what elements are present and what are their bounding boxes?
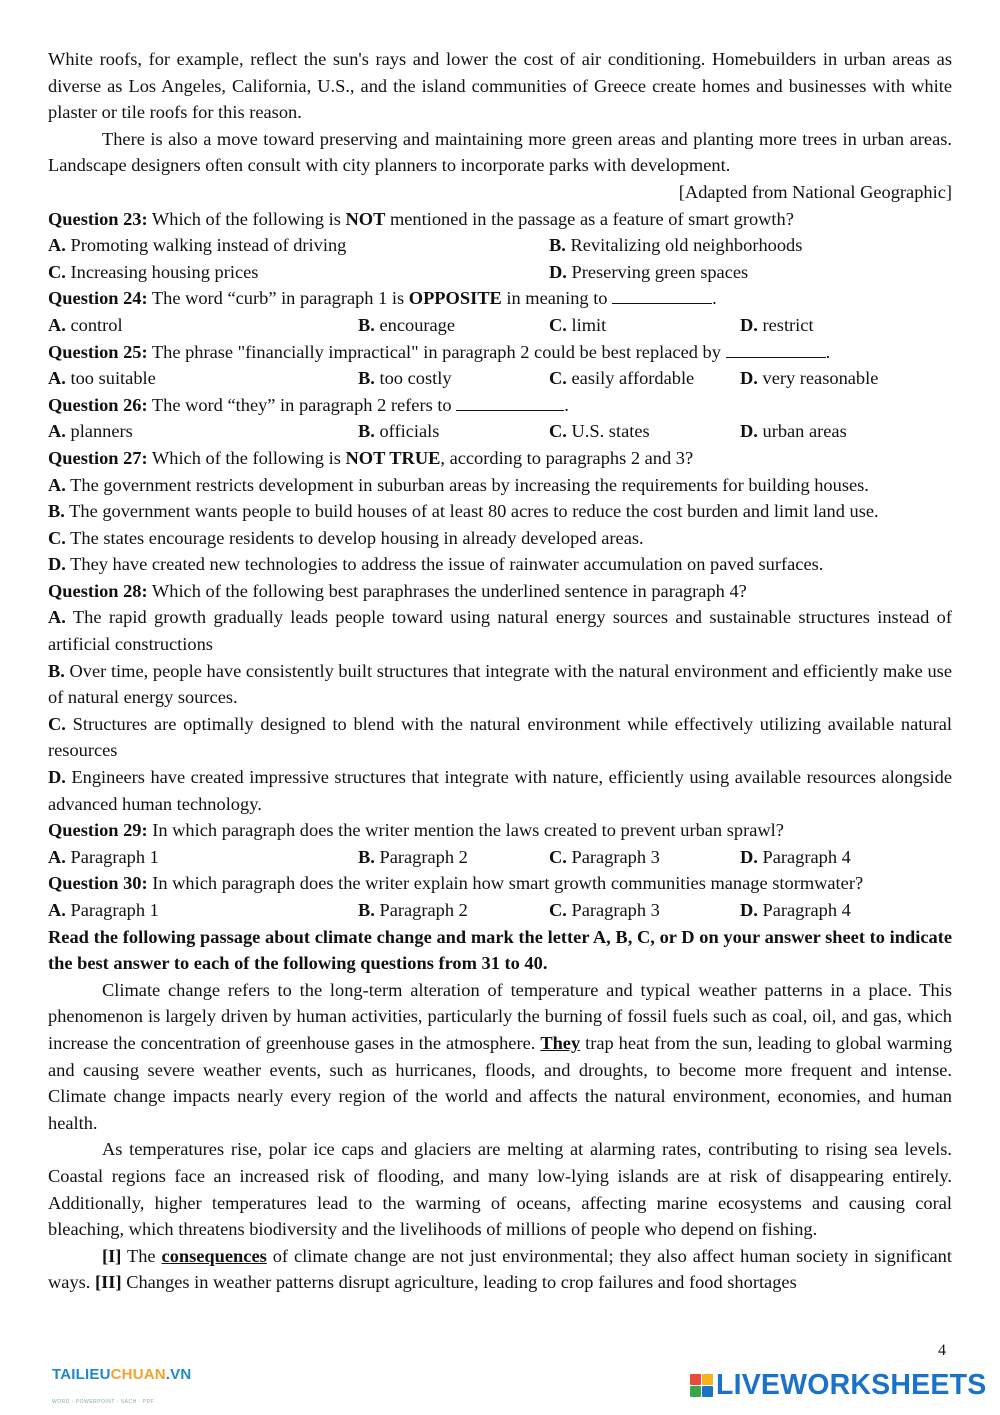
answer-option[interactable]: D. very reasonable [740, 368, 879, 389]
paragraph: [I] The consequences of climate change are not just environmental; they also affect human society in significant ways. [II] Changes in weather patterns disrupt agriculture, leading to crop failures and food shortages [48, 1245, 952, 1293]
underlined-reference-word: consequences [161, 1245, 267, 1266]
paragraph: Climate change refers to the long-term alteration of temperature and typical weather patterns in a place. This phenomenon is largely driven by human activities, particularly the burning of fossil fuels such as coal, oil, and gas, which increase the concentration of greenhouse gases in the atmosphere. They trap heat from the sun, leading to global warming and causing severe weather events, such as hurricanes, floods, and droughts, to become more frequent and intense. Climate change impacts nearly every region of the world and affects the natural environment, economies, and human health. [48, 979, 953, 1133]
source-citation: [Adapted from National Geographic] [678, 181, 952, 202]
logo-square [690, 1386, 701, 1397]
answer-option[interactable]: B. Paragraph 2 [358, 846, 468, 867]
answer-option[interactable]: A. Promoting walking instead of driving [48, 235, 347, 256]
underlined-reference-word: They [540, 1032, 581, 1053]
question-24-options [48, 312, 952, 339]
paragraph: As temperatures rise, polar ice caps and glaciers are melting at alarming rates, contributing to rising sea levels. Coastal regions face an increased risk of flooding, and many low-lying islands are at risk of disappearing entirely. Additionally, higher temperatures lead to the warming of oceans, affecting marine ecosystems and causing coral bleaching, which threatens biodiversity and the livelihoods of millions of people who depend on fishing. [48, 1139, 952, 1240]
question-23-options [48, 259, 952, 286]
liveworksheets-wordmark: LIVEWORKSHEETS [716, 1369, 987, 1401]
answer-option[interactable]: D. Preserving green spaces [549, 261, 749, 282]
answer-option[interactable]: D. restrict [740, 314, 814, 335]
question-23-options [48, 232, 952, 259]
answer-option[interactable]: A. too suitable [48, 368, 156, 389]
document-page [48, 46, 952, 1296]
question-25: Question 25: The phrase "financially impractical" in paragraph 2 could be best replaced by . [48, 341, 831, 362]
liveworksheets-grid-icon [690, 1374, 713, 1397]
answer-option[interactable]: A. Paragraph 1 [48, 846, 159, 867]
answer-blank[interactable] [726, 343, 826, 358]
answer-option[interactable]: B. Paragraph 2 [358, 900, 468, 920]
answer-option[interactable]: B. Over time, people have consistently built structures that integrate with the natural environment and efficiently make use of natural energy sources. [48, 660, 952, 708]
answer-option[interactable]: D. Paragraph 4 [740, 846, 851, 867]
answer-option[interactable]: C. U.S. states [549, 421, 650, 442]
question-26: Question 26: The word “they” in paragraph 2 refers to . [48, 394, 569, 415]
question-30-options [48, 897, 952, 924]
answer-option[interactable]: C. easily affordable [549, 368, 695, 389]
logo-square [702, 1386, 713, 1397]
answer-option[interactable]: B. too costly [358, 368, 452, 389]
question-25-options [48, 365, 952, 392]
logo-square [690, 1374, 701, 1385]
question-29-options [48, 844, 952, 871]
question-23: Question 23: Which of the following is NOT mentioned in the passage as a feature of smart growth? [48, 208, 794, 229]
answer-option[interactable]: C. Increasing housing prices [48, 261, 259, 282]
answer-option[interactable]: C. Structures are optimally designed to blend with the natural environment while effectively utilizing available natural resources [48, 713, 952, 761]
tailieuchuan-logo[interactable] [52, 1362, 191, 1415]
page-number: 4 [938, 1342, 946, 1359]
section-instructions: Read the following passage about climate change and mark the letter A, B, C, or D on your answer sheet to indicate the best answer to each of the following questions from 31 to 40. [48, 926, 952, 974]
question-29: Question 29: In which paragraph does the writer mention the laws created to prevent urban sprawl? [48, 820, 784, 841]
question-26-options [48, 418, 952, 445]
answer-option[interactable]: C. limit [549, 314, 607, 335]
answer-option[interactable]: A. planners [48, 421, 133, 442]
answer-option[interactable]: B. Revitalizing old neighborhoods [549, 235, 803, 256]
answer-option[interactable]: D. Engineers have created impressive structures that integrate with nature, efficiently using available resources alongside advanced human technology. [48, 767, 952, 814]
answer-option[interactable]: B. encourage [358, 314, 456, 335]
answer-option[interactable]: C. Paragraph 3 [549, 900, 660, 920]
answer-option[interactable]: A. control [48, 314, 123, 335]
answer-option[interactable]: D. Paragraph 4 [740, 900, 851, 920]
paragraph: There is also a move toward preserving and maintaining more green areas and planting more trees in urban areas. Landscape designers often consult with city planners to incorporate parks with development. [48, 128, 952, 176]
answer-option[interactable]: A. Paragraph 1 [48, 900, 159, 920]
paragraph: White roofs, for example, reflect the sun's rays and lower the cost of air conditioning. Homebuilders in urban areas as diverse as Los Angeles, California, U.S., and the island communities of Greece create homes and businesses with white plaster or tile roofs for this reason. [48, 49, 952, 123]
answer-blank[interactable] [612, 289, 712, 304]
answer-option[interactable]: D. They have created new technologies to address the issue of rainwater accumulation on paved surfaces. [48, 554, 824, 575]
tailieuchuan-tagline: WORD · POWERPOINT · SÁCH · PDF [52, 1398, 155, 1405]
logo-square [702, 1374, 713, 1385]
question-24: Question 24: The word “curb” in paragraph 1 is OPPOSITE in meaning to . [48, 288, 717, 309]
answer-option[interactable]: A. The government restricts development in suburban areas by increasing the requirements for building houses. [48, 474, 869, 495]
answer-option[interactable]: A. The rapid growth gradually leads people toward using natural energy sources and sustainable structures instead of artificial constructions [48, 607, 953, 655]
question-27: Question 27: Which of the following is NOT TRUE, according to paragraphs 2 and 3? [48, 447, 694, 468]
answer-blank[interactable] [456, 396, 564, 411]
answer-option[interactable]: C. Paragraph 3 [549, 846, 660, 867]
question-28: Question 28: Which of the following best paraphrases the underlined sentence in paragraph 4? [48, 580, 747, 601]
answer-option[interactable]: D. urban areas [740, 421, 847, 442]
liveworksheets-logo[interactable] [690, 1369, 987, 1401]
position-marker: [I] [102, 1245, 122, 1266]
answer-option[interactable]: B. officials [358, 421, 440, 442]
answer-option[interactable]: B. The government wants people to build houses of at least 80 acres to reduce the cost burden and limit land use. [48, 501, 879, 522]
tailieuchuan-wordmark: TAILIEUCHUAN.VN [52, 1366, 192, 1383]
answer-option[interactable]: C. The states encourage residents to develop housing in already developed areas. [48, 527, 644, 548]
question-30: Question 30: In which paragraph does the writer explain how smart growth communities manage stormwater? [48, 873, 864, 894]
position-marker: [II] [95, 1272, 122, 1293]
